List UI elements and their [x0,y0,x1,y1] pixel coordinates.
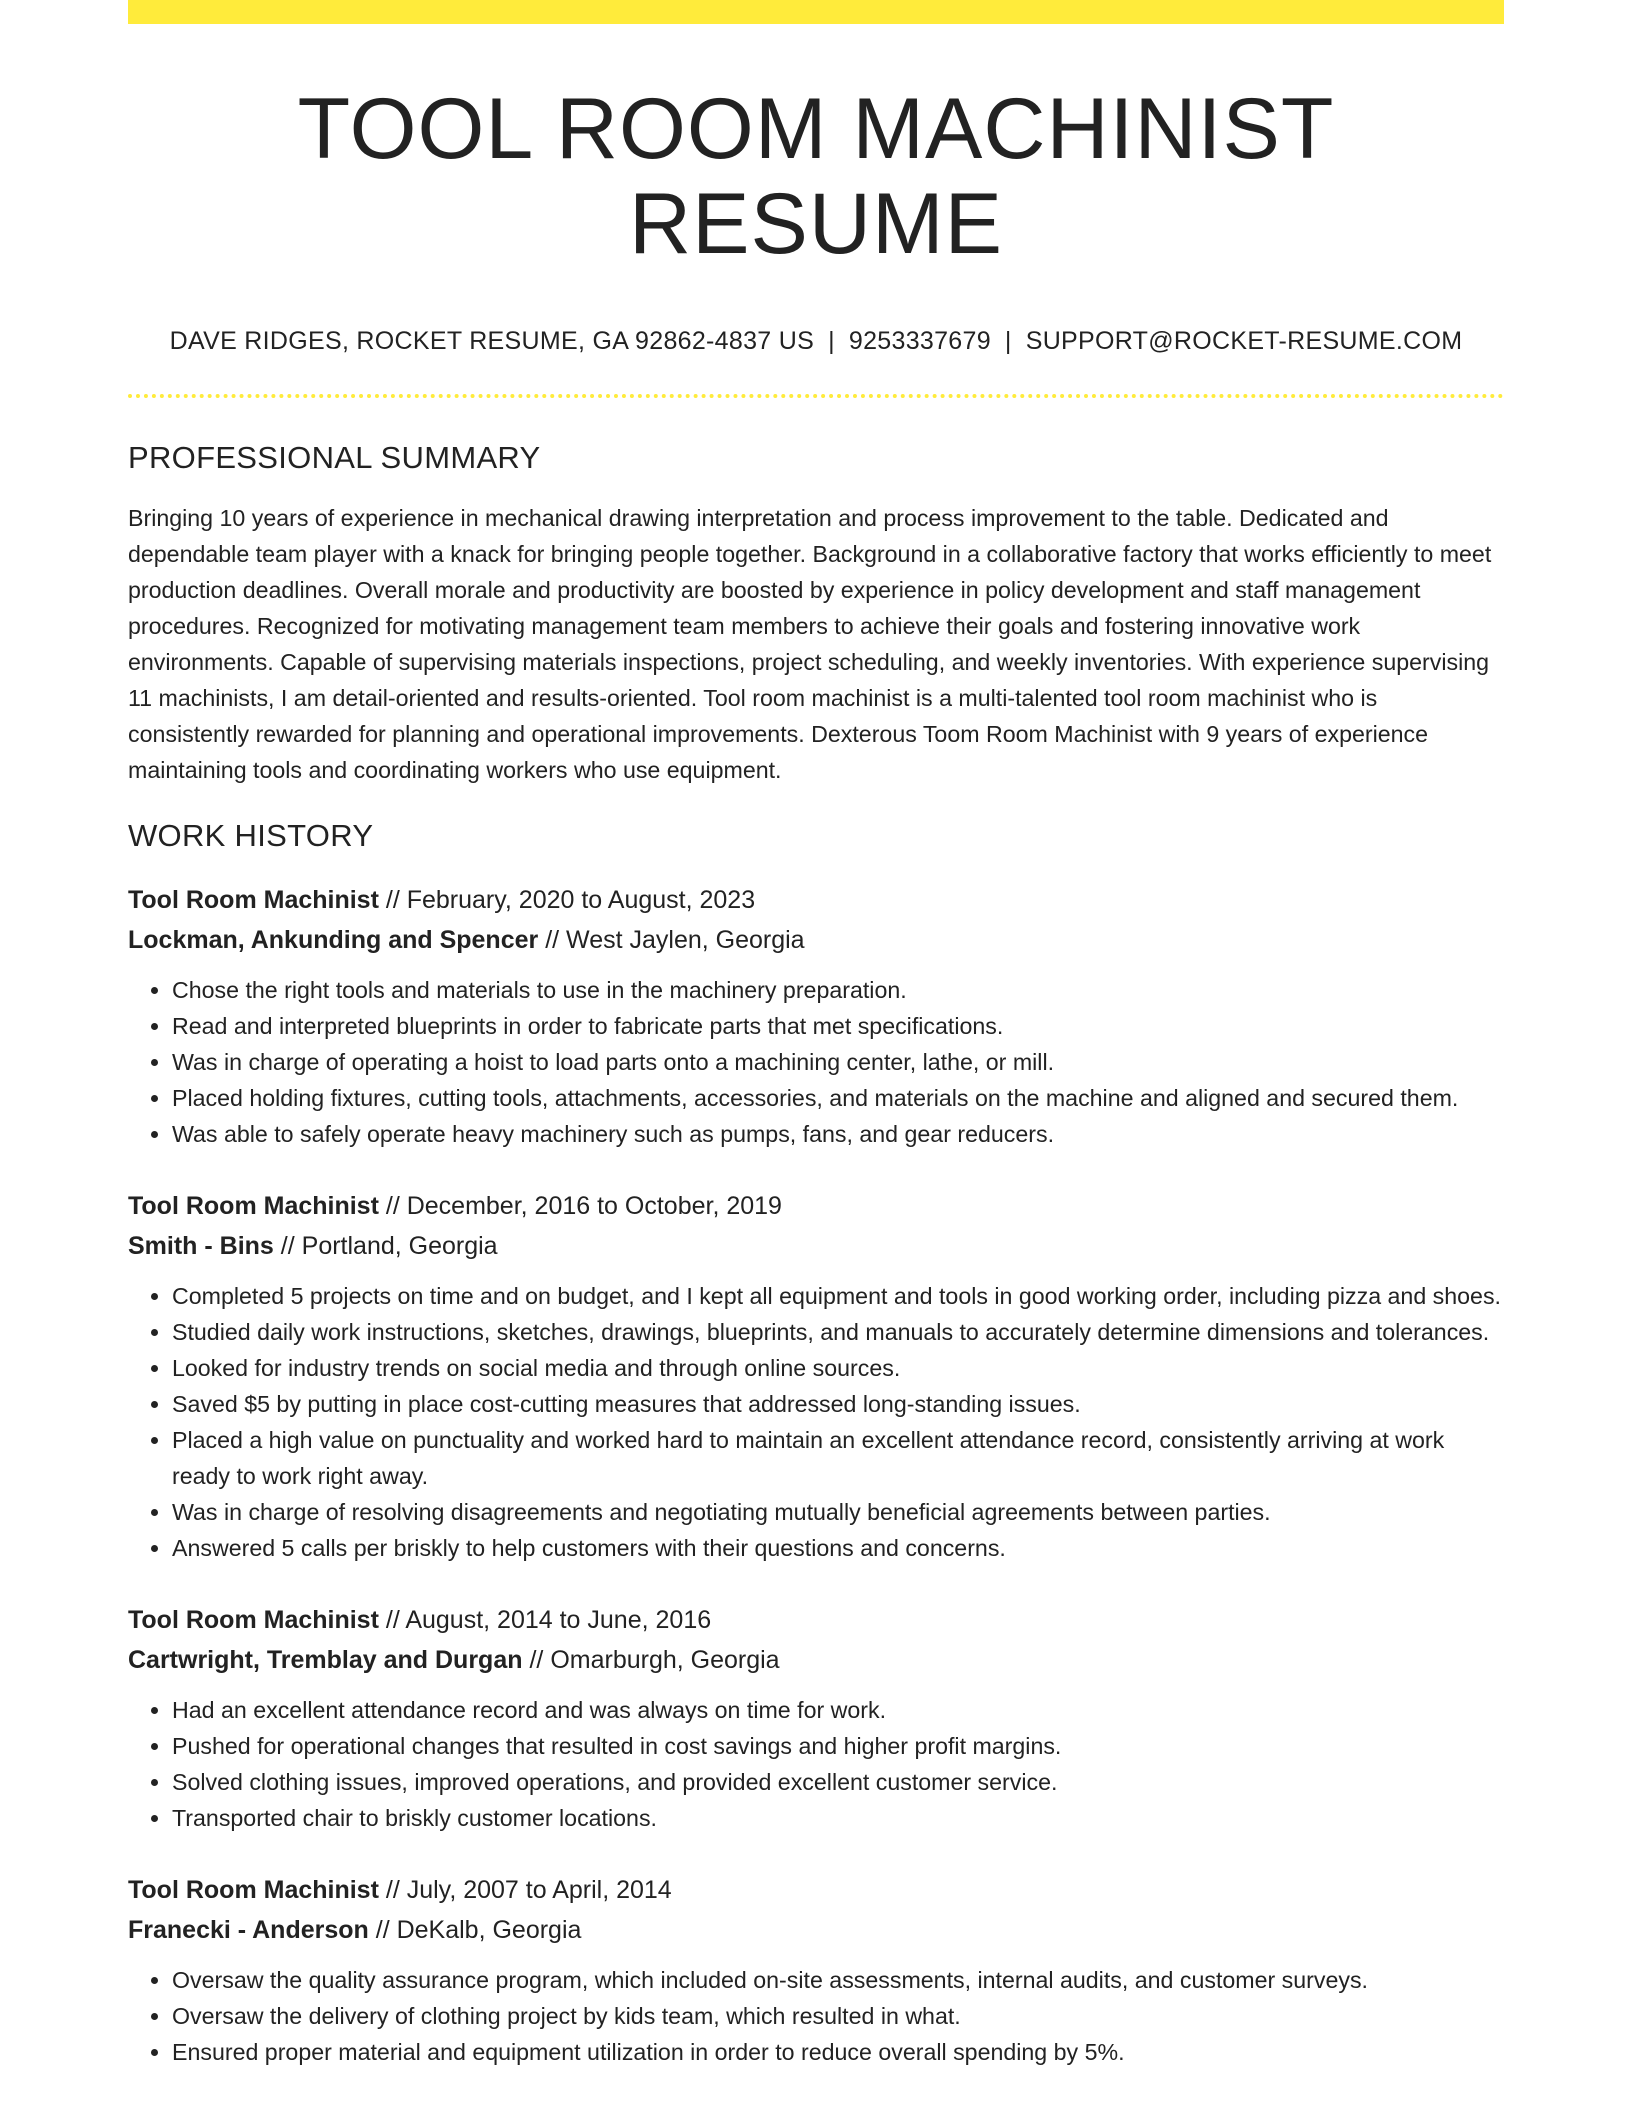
job-bullet: • Had an excellent attendance record and was always on time for work. [172,1692,1504,1728]
job-title-line [128,1186,1504,1226]
job-company-line [128,1910,1504,1950]
job-bullet: • Placed a high value on punctuality and worked hard to maintain an excellent attendance record, consistently arriving at work ready to work right away. [172,1422,1504,1494]
contact-line [128,327,1504,356]
job-bullet-list [128,972,1504,1152]
job-dates: August, 2014 to June, 2016 [405,1606,712,1635]
job-bullet: • Looked for industry trends on social media and through online sources. [172,1350,1504,1386]
summary-text: Bringing 10 years of experience in mechanical drawing interpretation and process improvement to the table. Dedicated and dependable team player with a knack for bringing people together. Background in a collaborative factory that works efficiently to meet production deadlines. Overall morale and productivity are boosted by experience in policy development and staff management procedures. Recognized for motivating management team members to achieve their goals and fostering innovative work environments. Capable of supervising materials inspections, project scheduling, and weekly inventories. With experience supervising 11 machinists, I am detail-oriented and results-oriented. Tool room machinist is a multi-talented tool room machinist who is consistently rewarded for planning and operational improvements. Dexterous Toom Room Machinist with 9 years of experience maintaining tools and coordinating workers who use equipment. [128,505,1492,784]
job-bullet: • Pushed for operational changes that resulted in cost savings and higher profit margins. [172,1728,1504,1764]
job-bullet: • Chose the right tools and materials to use in the machinery preparation. [172,972,1504,1008]
job-bullet: • Saved $5 by putting in place cost-cutting measures that addressed long-standing issues. [172,1386,1504,1422]
job-title: Tool Room Machinist [128,1606,379,1635]
job-bullet-list [128,1962,1504,2070]
contact-email: SUPPORT@ROCKET-RESUME.COM [1025,327,1463,356]
job-bullet: • Was in charge of operating a hoist to load parts onto a machining center, lathe, or mill. [172,1044,1504,1080]
job-bullet: • Answered 5 calls per briskly to help customers with their questions and concerns. [172,1530,1504,1566]
summary-heading: PROFESSIONAL SUMMARY [128,440,541,476]
job-company: Cartwright, Tremblay and Durgan [128,1646,523,1675]
job-bullet-list [128,1278,1504,1566]
separator: // [378,1876,407,1905]
job-company: Franecki - Anderson [128,1916,369,1945]
job-company: Smith - Bins [128,1232,274,1261]
job-dates: February, 2020 to August, 2023 [406,886,756,915]
contact-address: DAVE RIDGES, ROCKET RESUME, GA 92862-4837 US [169,327,815,356]
job-title-line [128,1600,1504,1640]
separator: // [378,886,407,915]
contact-separator: | [1004,327,1012,356]
separator: // [538,926,567,955]
contact-separator: | [828,327,835,356]
job-bullet: • Was in charge of resolving disagreements and negotiating mutually beneficial agreements between parties. [172,1494,1504,1530]
job-bullet: • Oversaw the quality assurance program, which included on-site assessments, internal audits, and customer surveys. [172,1962,1504,1998]
job-bullet: • Oversaw the delivery of clothing project by kids team, which resulted in what. [172,1998,1504,2034]
job-title: Tool Room Machinist [128,1192,379,1221]
contact-phone: 9253337679 [848,327,991,356]
work-history-heading: WORK HISTORY [128,818,374,854]
resume-title: TOOL ROOM MACHINIST RESUME [297,81,1335,272]
job-bullet: • Transported chair to briskly customer locations. [172,1800,1504,1836]
job-dates: July, 2007 to April, 2014 [406,1876,672,1905]
job-bullet: • Solved clothing issues, improved operations, and provided excellent customer service. [172,1764,1504,1800]
job-location: Portland, Georgia [301,1232,498,1261]
job-title-line [128,1870,1504,1910]
job-bullet-list [128,1692,1504,1836]
work-history-list [128,880,1504,2070]
job-company-line [128,1226,1504,1266]
separator: // [522,1646,551,1675]
job-bullet: • Studied daily work instructions, sketches, drawings, blueprints, and manuals to accurately determine dimensions and tolerances. [172,1314,1504,1350]
separator: // [378,1192,407,1221]
job-company: Lockman, Ankunding and Spencer [128,926,539,955]
separator: // [378,1606,406,1635]
job-title-line [128,880,1504,920]
job-bullet: • Ensured proper material and equipment utilization in order to reduce overall spending by 5%. [172,2034,1504,2070]
dotted-divider [128,394,1504,398]
job-entry [128,1186,1504,1566]
job-entry [128,880,1504,1152]
job-entry [128,1600,1504,1836]
accent-top-bar [128,0,1504,24]
separator: // [368,1916,397,1945]
job-bullet: • Placed holding fixtures, cutting tools, attachments, accessories, and materials on the machine and aligned and secured them. [172,1080,1504,1116]
job-title: Tool Room Machinist [128,1876,379,1905]
job-location: DeKalb, Georgia [396,1916,582,1945]
job-bullet: • Was able to safely operate heavy machinery such as pumps, fans, and gear reducers. [172,1116,1504,1152]
job-bullet: • Read and interpreted blueprints in order to fabricate parts that met specifications. [172,1008,1504,1044]
job-company-line [128,1640,1504,1680]
job-entry [128,1870,1504,2070]
job-bullet: • Completed 5 projects on time and on budget, and I kept all equipment and tools in good working order, including pizza and shoes. [172,1278,1504,1314]
job-location: Omarburgh, Georgia [550,1646,780,1675]
separator: // [273,1232,302,1261]
job-title: Tool Room Machinist [128,886,379,915]
resume-page [128,0,1504,2070]
job-location: West Jaylen, Georgia [566,926,805,955]
job-company-line [128,920,1504,960]
job-dates: December, 2016 to October, 2019 [406,1192,782,1221]
